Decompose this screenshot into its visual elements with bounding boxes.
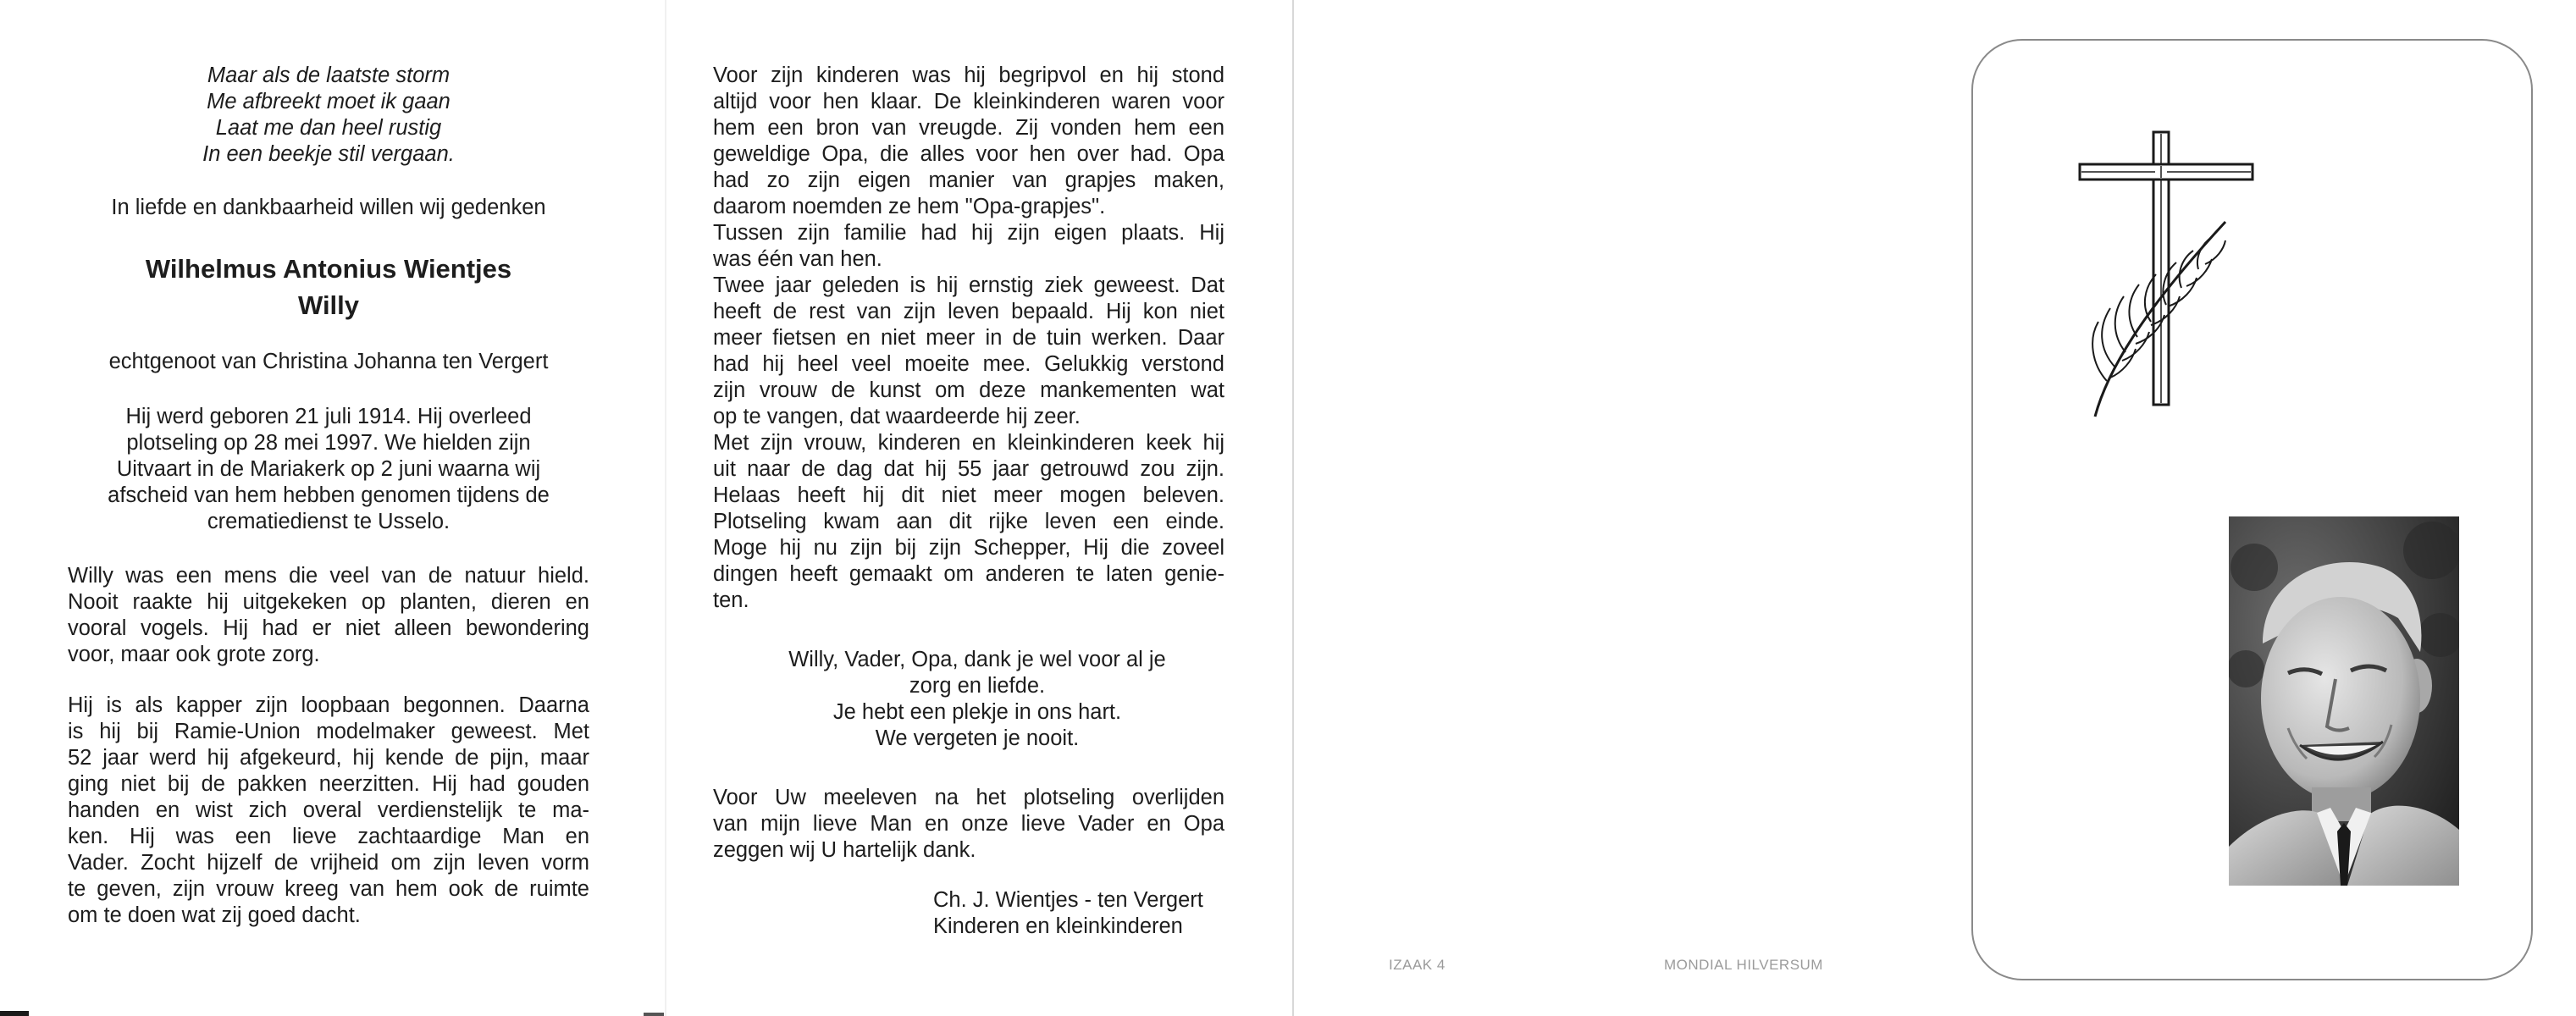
left-panel [68,0,589,1016]
text-line: voor, maar ook grote zorg. [68,643,320,666]
text-line: Helaas heeft hij dit niet meer mogen beleven. [713,483,1224,507]
text-line: Moge hij nu zijn bij zijn Schepper, Hij die zoveel [713,536,1224,560]
poem-line: Maar als de laatste storm [207,64,451,87]
family-paragraph [713,63,1224,614]
text-line: op te vangen, dat waardeerde hij zeer. [713,405,1081,428]
scan-edge-mark [0,1011,29,1016]
text-line: Nooit raakte hij uitgekeken op planten, dieren en [68,590,589,614]
text-line: Willy was een mens die veel van de natuur hield. [68,564,589,588]
deceased-name [68,251,589,323]
nature-paragraph [68,563,589,668]
text-line: handen en wist zich overal verdienstelijk te ma- [68,798,589,822]
text-line: zijn vrouw de kunst om deze mankementen wat [713,378,1224,402]
text-line: Voor Uw meeleven na het plotseling overlijden [713,786,1224,809]
text-line: is hij bij Ramie-Union modelmaker geweest. Met [68,720,589,743]
text-line: afscheid van hem hebben genomen tijdens de [108,483,550,507]
text-line: van mijn lieve Man en onze lieve Vader en Opa [713,812,1224,836]
cross-with-palm-branch-icon [2073,127,2259,423]
text-line: dingen heeft gemaakt om anderen te laten genie- [713,562,1224,586]
portrait-photo [2229,516,2459,886]
closing-verse [713,647,1224,752]
text-line: had zo zijn eigen manier van grapjes maken, [713,168,1224,192]
text-line: vooral vogels. Hij had er niet alleen bewondering [68,616,589,640]
text-line: Plotseling kwam aan dit rijke leven een einde. [713,510,1224,533]
closing-line: Willy, Vader, Opa, dank je wel voor al je [788,648,1166,671]
text-line: uit naar de dag dat hij 55 jaar getrouwd zou zijn. [713,457,1224,481]
closing-line: We vergeten je nooit. [875,726,1080,750]
text-line: Hij werd geboren 21 juli 1914. Hij overleed [125,405,532,428]
birth-death-text [68,404,589,535]
spouse-text: echtgenoot van Christina Johanna ten Vergert [108,350,549,373]
text-line: geweldige Opa, die alles voor hen over had. Opa [713,142,1224,166]
page-fold-inner [665,0,666,1016]
page-fold-center [1292,0,1294,1016]
scan-edge-mark [644,1013,664,1016]
text-line: Uitvaart in de Mariakerk op 2 juni waarna wij [116,457,541,481]
deceased-nickname: Willy [297,290,360,320]
printer-model-label: IZAAK 4 [1389,957,1446,973]
text-line: Hij is als kapper zijn loopbaan begonnen. Daarna [68,693,589,717]
career-paragraph [68,693,589,929]
intro-text: In liefde en dankbaarheid willen wij gedenken [111,196,546,219]
text-line: Voor zijn kinderen was hij begripvol en hij stond [713,64,1224,87]
text-line: had hij heel veel moeite mee. Gelukkig verstond [713,352,1224,376]
thanks-paragraph [713,785,1224,864]
text-line: ging niet bij de pakken neerzitten. Hij had gouden [68,772,589,796]
text-line: ten. [713,588,749,612]
text-line: om te doen wat zij goed dacht. [68,903,361,927]
poem-line: In een beekje stil vergaan. [202,142,455,166]
closing-line: zorg en liefde. [909,674,1046,698]
poem-line: Laat me dan heel rustig [215,116,442,140]
poem-line: Me afbreekt moet ik gaan [207,90,451,113]
text-line: plotseling op 28 mei 1997. We hielden zijn [126,431,531,455]
text-line: heeft de rest van zijn leven bepaald. Hij kon niet [713,300,1224,323]
text-line: Twee jaar geleden is hij ernstig ziek geweest. Dat [713,273,1224,297]
text-line: ken. Hij was een lieve zachtaardige Man en [68,825,589,848]
signature-line: Kinderen en kleinkinderen [933,914,1183,938]
text-line: daarom noemden ze hem "Opa-grapjes". [713,195,1106,218]
text-line: Met zijn vrouw, kinderen en kleinkinderen keek hij [713,431,1224,455]
text-line: crematiedienst te Usselo. [207,510,451,533]
text-line: Tussen zijn familie had hij zijn eigen plaats. Hij [713,221,1224,245]
deceased-full-name: Wilhelmus Antonius Wientjes [145,254,512,284]
closing-line: Je hebt een plekje in ons hart. [832,700,1122,724]
text-line: Vader. Zocht hijzelf de vrijheid om zijn leven vorm [68,851,589,875]
text-line: 52 jaar werd hij afgekeurd, hij kende de pijn, maar [68,746,589,770]
text-line: was één van hen. [713,247,882,271]
text-line: altijd voor hen klaar. De kleinkinderen waren voor [713,90,1224,113]
text-line: meer fietsen en niet meer in de tuin werken. Daar [713,326,1224,350]
text-line: hem een bron van vreugde. Zij vonden hem een [713,116,1224,140]
middle-panel [713,0,1224,1016]
signature-block [933,887,1221,940]
text-line: zeggen wij U hartelijk dank. [713,838,976,862]
memorial-poem [68,63,589,168]
printer-brand-label: MONDIAL HILVERSUM [1664,957,1823,973]
signature-line: Ch. J. Wientjes - ten Vergert [933,888,1203,912]
text-line: te geven, zijn vrouw kreeg van hem ook de ruimte [68,877,589,901]
